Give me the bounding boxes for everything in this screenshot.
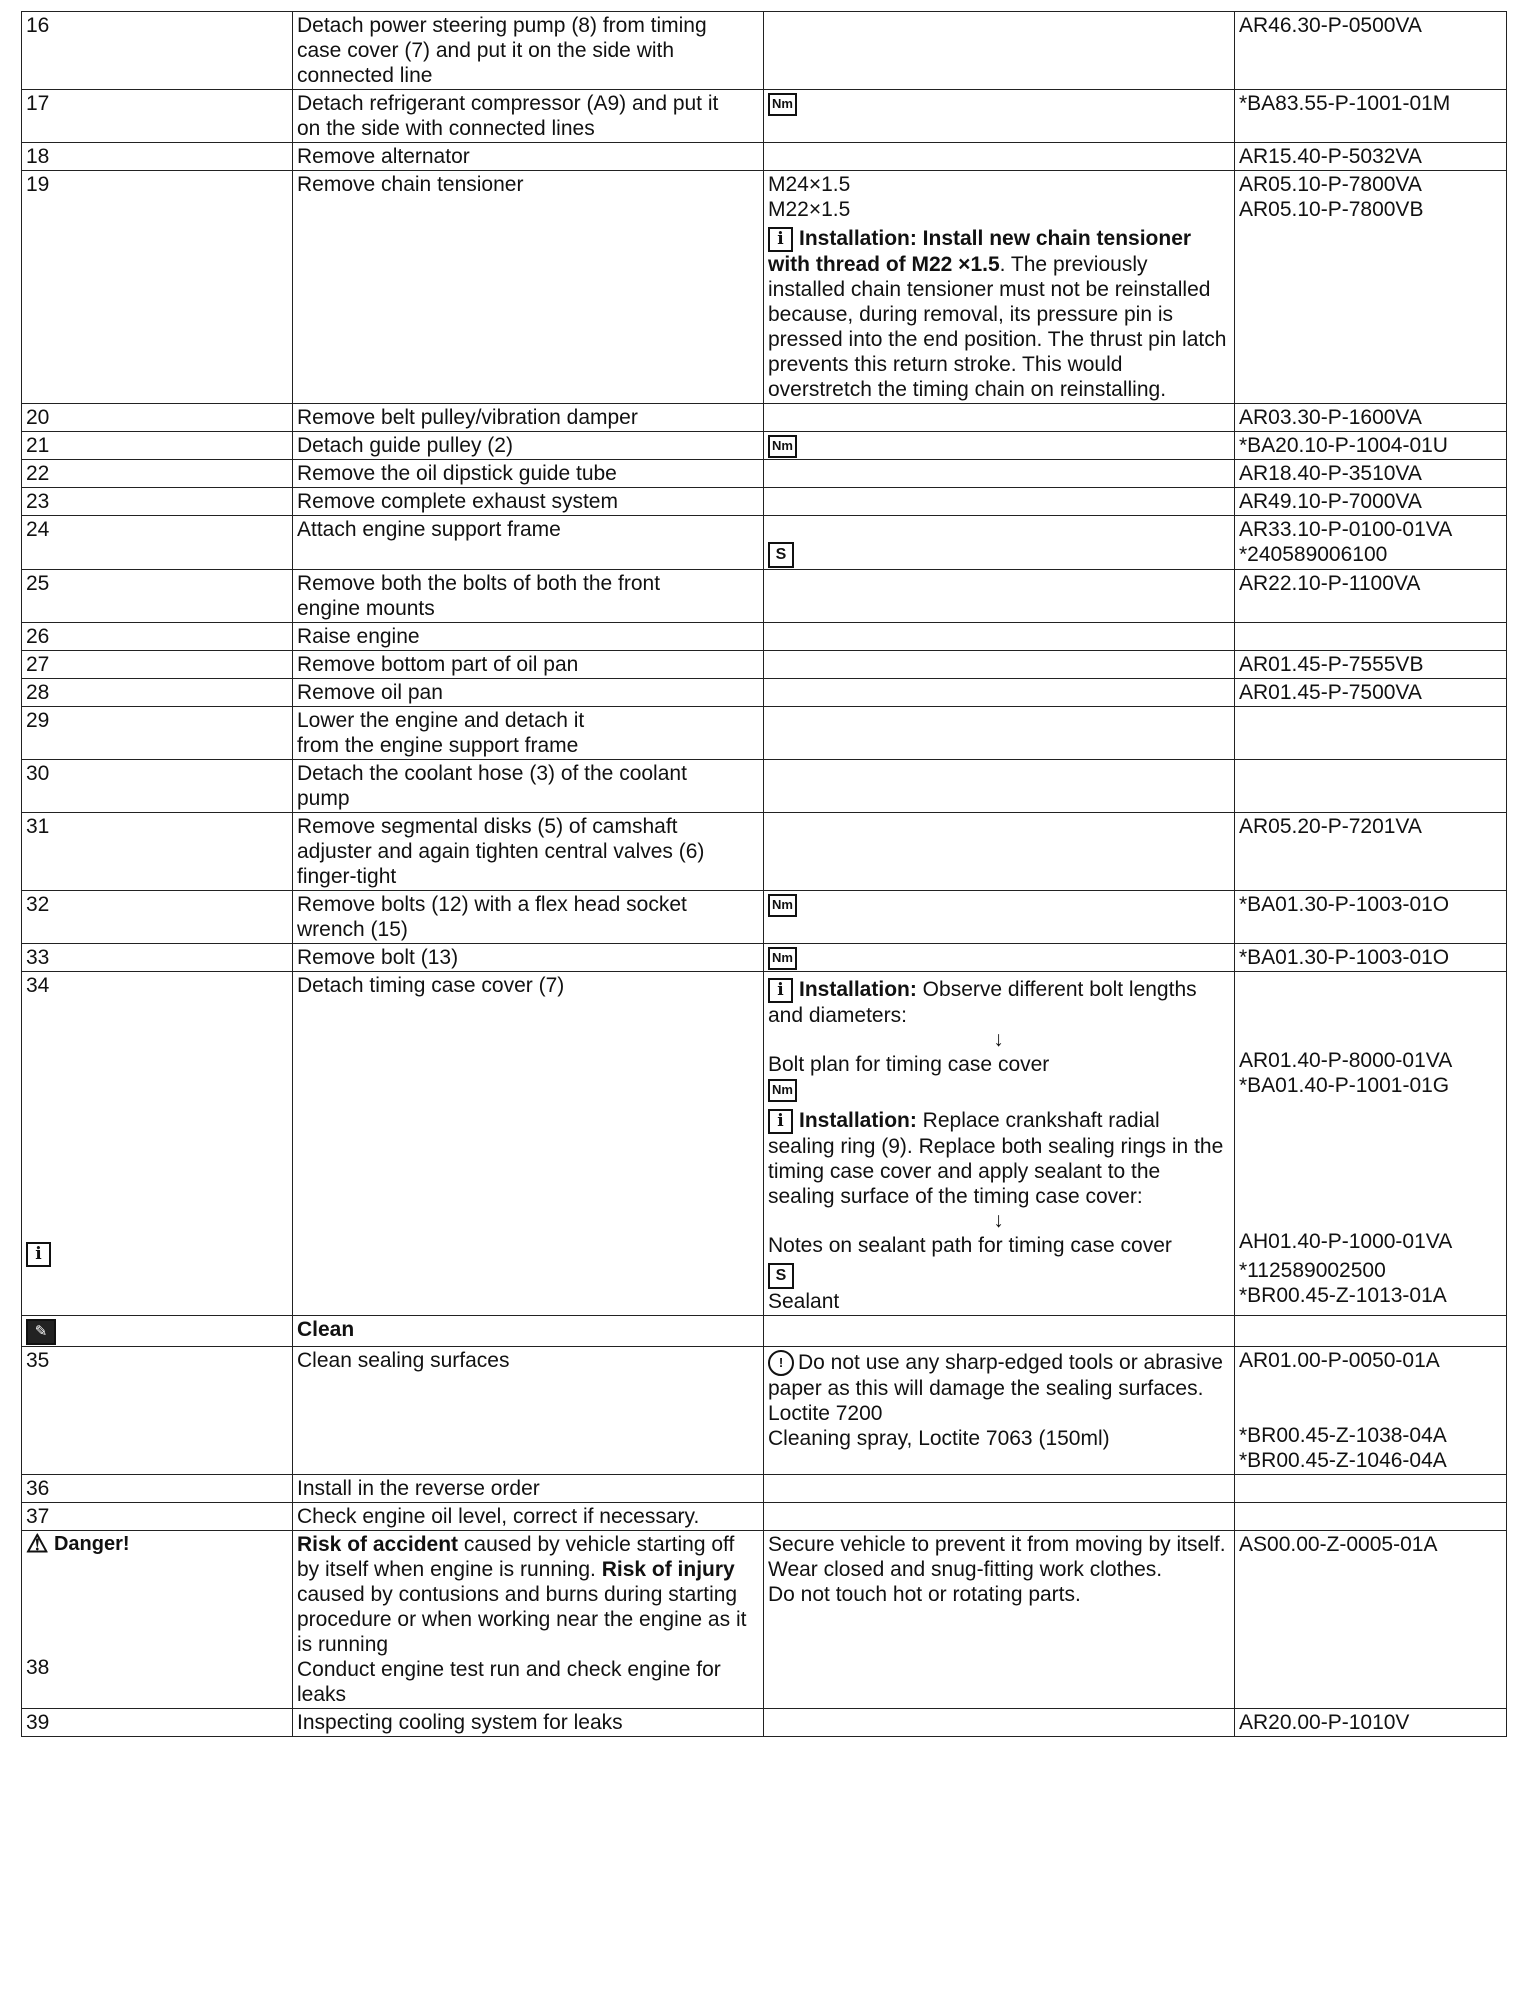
torque-nm-icon[interactable]: Nm bbox=[768, 947, 797, 970]
reference-link[interactable]: *BR00.45-Z-1046-04A bbox=[1239, 1448, 1447, 1472]
reference-link[interactable]: *240589006100 bbox=[1239, 542, 1388, 566]
step-description: Detach timing case cover (7) bbox=[293, 972, 764, 1315]
step-number: 37 bbox=[22, 1502, 293, 1530]
step-description: Inspecting cooling system for leaks bbox=[293, 1708, 764, 1736]
reference-link[interactable]: AH01.40-P-1000-01VA bbox=[1239, 1230, 1453, 1254]
down-arrow-icon: ↓ bbox=[993, 1209, 1004, 1233]
reference-link[interactable]: AR05.10-P-7800VA bbox=[1239, 173, 1422, 196]
step-description: Detach the coolant hose (3) of the coolant pump bbox=[293, 760, 764, 813]
step-number: 35 bbox=[22, 1346, 293, 1474]
danger-cell bbox=[22, 1530, 293, 1708]
installation-note: i Installation: Install new chain tensioner with thread of M22 ×1.5. The previously installed chain tensioner must not be reinstalled because, during removal, its pressure pin is pressed into the end position. The thrust pin latch prevents this return stroke. This would overstretch the timing chain on reinstalling. bbox=[768, 227, 1227, 401]
table-row bbox=[22, 651, 1507, 679]
table-row bbox=[22, 813, 1507, 891]
step-notes bbox=[764, 707, 1235, 760]
danger-label: Danger! bbox=[53, 1532, 130, 1555]
step-number: 39 bbox=[22, 1708, 293, 1736]
sealant-label: Sealant bbox=[768, 1289, 840, 1313]
down-arrow-icon: ↓ bbox=[993, 1028, 1004, 1052]
step-number: 23 bbox=[22, 487, 293, 515]
step-notes bbox=[764, 679, 1235, 707]
step-notes bbox=[764, 403, 1235, 431]
torque-nm-icon[interactable]: Nm bbox=[768, 1079, 797, 1102]
step-description: Install in the reverse order bbox=[293, 1474, 764, 1502]
step-description: Remove complete exhaust system bbox=[293, 487, 764, 515]
step-notes bbox=[764, 1346, 1235, 1474]
step-notes bbox=[764, 944, 1235, 972]
step-description: Remove both the bolts of both the front engine mounts bbox=[293, 570, 764, 623]
table-row bbox=[22, 1315, 1507, 1346]
step-description: Attach engine support frame bbox=[293, 515, 764, 569]
step-description: Risk of accident caused by vehicle starting off by itself when engine is running. Risk of injury caused by contusions and burns during starting procedure or when working near the engine as it is running Conduct engine test run and check engine for leaks bbox=[293, 1530, 764, 1708]
step-description: Remove oil pan bbox=[293, 679, 764, 707]
step-description: Detach guide pulley (2) bbox=[293, 431, 764, 459]
reference-link[interactable]: AR49.10-P-7000VA bbox=[1235, 487, 1507, 515]
step-description: Lower the engine and detach it from the engine support frame bbox=[293, 707, 764, 760]
step-notes bbox=[764, 171, 1235, 404]
special-tool-icon[interactable]: S bbox=[768, 542, 794, 568]
table-row bbox=[22, 171, 1507, 404]
table-row bbox=[22, 1708, 1507, 1736]
reference-cell bbox=[1235, 1346, 1507, 1474]
reference-link[interactable]: AR01.45-P-7500VA bbox=[1235, 679, 1507, 707]
table-row bbox=[22, 1530, 1507, 1708]
torque-nm-icon[interactable]: Nm bbox=[768, 93, 797, 116]
reference-link[interactable]: AR15.40-P-5032VA bbox=[1235, 143, 1507, 171]
step-notes bbox=[764, 459, 1235, 487]
installation-note: i Installation: Replace crankshaft radial sealing ring (9). Replace both sealing rings in the timing case cover and apply sealant to the sealing surface of the timing case cover: bbox=[768, 1109, 1224, 1209]
step-description: Remove chain tensioner bbox=[293, 171, 764, 404]
reference-link[interactable]: AR22.10-P-1100VA bbox=[1235, 570, 1507, 623]
table-row bbox=[22, 679, 1507, 707]
reference-link[interactable]: *BA01.40-P-1001-01G bbox=[1239, 1074, 1450, 1098]
step-notes bbox=[764, 891, 1235, 944]
step-number: 30 bbox=[22, 760, 293, 813]
installation-note: i Installation: Observe different bolt lengths and diameters: bbox=[768, 978, 1197, 1028]
table-row bbox=[22, 403, 1507, 431]
thread-spec: M24×1.5 bbox=[768, 173, 851, 196]
info-icon: i bbox=[768, 978, 793, 1003]
step-number: 34 i bbox=[22, 972, 293, 1315]
step-number: 24 bbox=[22, 515, 293, 569]
table-row bbox=[22, 1346, 1507, 1474]
step-notes bbox=[764, 570, 1235, 623]
reference-link[interactable]: *BA83.55-P-1001-01M bbox=[1235, 90, 1507, 143]
table-row bbox=[22, 944, 1507, 972]
step-number: 33 bbox=[22, 944, 293, 972]
table-row bbox=[22, 90, 1507, 143]
reference-link[interactable]: *BR00.45-Z-1038-04A bbox=[1239, 1423, 1447, 1447]
reference-link[interactable]: AR05.10-P-7800VB bbox=[1239, 198, 1424, 221]
table-row bbox=[22, 1474, 1507, 1502]
material-label: Cleaning spray, Loctite 7063 (150ml) bbox=[768, 1427, 1110, 1451]
table-row bbox=[22, 707, 1507, 760]
reference-link[interactable]: AR03.30-P-1600VA bbox=[1235, 403, 1507, 431]
table-row bbox=[22, 431, 1507, 459]
step-notes bbox=[764, 760, 1235, 813]
reference-link[interactable]: *112589002500 bbox=[1239, 1259, 1386, 1283]
reference-link[interactable]: AR20.00-P-1010V bbox=[1235, 1708, 1507, 1736]
step-number: 32 bbox=[22, 891, 293, 944]
step-number: 20 bbox=[22, 403, 293, 431]
info-icon[interactable]: i bbox=[26, 1242, 51, 1267]
step-description: Check engine oil level, correct if necessary. bbox=[293, 1502, 764, 1530]
special-tool-icon[interactable]: S bbox=[768, 1263, 794, 1289]
sealant-path-label: Notes on sealant path for timing case cover bbox=[768, 1234, 1172, 1258]
procedure-document bbox=[21, 11, 1506, 1737]
section-heading: Clean bbox=[293, 1315, 764, 1346]
table-row bbox=[22, 760, 1507, 813]
reference-link[interactable]: AR01.00-P-0050-01A bbox=[1239, 1348, 1440, 1372]
step-number: 31 bbox=[22, 813, 293, 891]
step-notes bbox=[764, 623, 1235, 651]
reference-cell bbox=[1235, 171, 1507, 404]
step-notes bbox=[764, 143, 1235, 171]
reference-link[interactable]: *BA20.10-P-1004-01U bbox=[1235, 431, 1507, 459]
step-number: 26 bbox=[22, 623, 293, 651]
step-description: Remove bolt (13) bbox=[293, 944, 764, 972]
step-description: Remove the oil dipstick guide tube bbox=[293, 459, 764, 487]
reference-link[interactable]: AR46.30-P-0500VA bbox=[1235, 12, 1507, 90]
caution-note: ! Do not use any sharp-edged tools or abrasive paper as this will damage the sealing surfaces. bbox=[768, 1350, 1223, 1401]
warning-triangle-icon: ⚠ bbox=[26, 1529, 49, 1558]
bolt-plan-label: Bolt plan for timing case cover bbox=[768, 1053, 1050, 1077]
thread-spec: M22×1.5 bbox=[768, 198, 851, 221]
step-number: 18 bbox=[22, 143, 293, 171]
reference-cell bbox=[1235, 515, 1507, 569]
step-notes bbox=[764, 515, 1235, 569]
step-notes bbox=[764, 12, 1235, 90]
torque-nm-icon[interactable]: Nm bbox=[768, 435, 797, 458]
note-icon: ! bbox=[768, 1350, 794, 1376]
step-number: 25 bbox=[22, 570, 293, 623]
clean-icon: ✎ bbox=[26, 1319, 56, 1345]
reference-link[interactable]: *BA01.30-P-1003-01O bbox=[1235, 891, 1507, 944]
step-description: Remove bolts (12) with a flex head socket wrench (15) bbox=[293, 891, 764, 944]
danger-text: Risk of accident caused by vehicle starting off by itself when engine is running. Risk of injury caused by contusions and burns during starting procedure or when working near the engine as it is running bbox=[297, 1532, 747, 1656]
material-label: Loctite 7200 bbox=[768, 1402, 883, 1426]
step-description: Remove alternator bbox=[293, 143, 764, 171]
step-number: 16 bbox=[22, 12, 293, 90]
reference-link[interactable]: AR18.40-P-3510VA bbox=[1235, 459, 1507, 487]
step-description: Clean sealing surfaces bbox=[293, 1346, 764, 1474]
step-description: Remove belt pulley/vibration damper bbox=[293, 403, 764, 431]
table-row bbox=[22, 12, 1507, 90]
info-icon: i bbox=[768, 1109, 793, 1134]
table-row bbox=[22, 623, 1507, 651]
step-notes bbox=[764, 431, 1235, 459]
step-description: Detach refrigerant compressor (A9) and put it on the side with connected lines bbox=[293, 90, 764, 143]
step-description: Remove bottom part of oil pan bbox=[293, 651, 764, 679]
step-notes bbox=[764, 487, 1235, 515]
table-row bbox=[22, 891, 1507, 944]
step-description: Raise engine bbox=[293, 623, 764, 651]
step-notes bbox=[764, 972, 1235, 1315]
step-number: 29 bbox=[22, 707, 293, 760]
torque-nm-icon[interactable]: Nm bbox=[768, 894, 797, 917]
step-number: 38 bbox=[26, 1655, 50, 1679]
procedure-table bbox=[21, 11, 1507, 1737]
step-number: 22 bbox=[22, 459, 293, 487]
step-description: Detach power steering pump (8) from timing case cover (7) and put it on the side with connected line bbox=[293, 12, 764, 90]
table-row bbox=[22, 459, 1507, 487]
step-number: 19 bbox=[22, 171, 293, 404]
table-row bbox=[22, 972, 1507, 1315]
step-description: Remove segmental disks (5) of camshaft adjuster and again tighten central valves (6) finger-tight bbox=[293, 813, 764, 891]
reference-link[interactable]: AR33.10-P-0100-01VA bbox=[1239, 517, 1453, 541]
reference-cell bbox=[1235, 707, 1507, 760]
table-row bbox=[22, 487, 1507, 515]
reference-link[interactable]: AR01.45-P-7555VB bbox=[1235, 651, 1507, 679]
reference-cell bbox=[1235, 623, 1507, 651]
step-number: 21 bbox=[22, 431, 293, 459]
step-number: 17 bbox=[22, 90, 293, 143]
step-notes bbox=[764, 813, 1235, 891]
reference-link[interactable]: AS00.00-Z-0005-01A bbox=[1235, 1530, 1507, 1708]
section-icon-cell bbox=[22, 1315, 293, 1346]
table-row bbox=[22, 143, 1507, 171]
table-row bbox=[22, 515, 1507, 569]
reference-link[interactable]: AR05.20-P-7201VA bbox=[1235, 813, 1507, 891]
step-number: 27 bbox=[22, 651, 293, 679]
table-row bbox=[22, 1502, 1507, 1530]
reference-cell bbox=[1235, 972, 1507, 1315]
info-icon: i bbox=[768, 227, 793, 252]
step-number: 36 bbox=[22, 1474, 293, 1502]
step-number: 28 bbox=[22, 679, 293, 707]
step-notes: Secure vehicle to prevent it from moving by itself. Wear closed and snug-fitting work clothes. Do not touch hot or rotating parts. bbox=[764, 1530, 1235, 1708]
reference-link[interactable]: AR01.40-P-8000-01VA bbox=[1239, 1049, 1453, 1073]
table-row bbox=[22, 570, 1507, 623]
reference-link[interactable]: *BR00.45-Z-1013-01A bbox=[1239, 1284, 1447, 1308]
reference-link[interactable]: *BA01.30-P-1003-01O bbox=[1235, 944, 1507, 972]
reference-cell bbox=[1235, 760, 1507, 813]
step-notes bbox=[764, 90, 1235, 143]
step-notes bbox=[764, 651, 1235, 679]
